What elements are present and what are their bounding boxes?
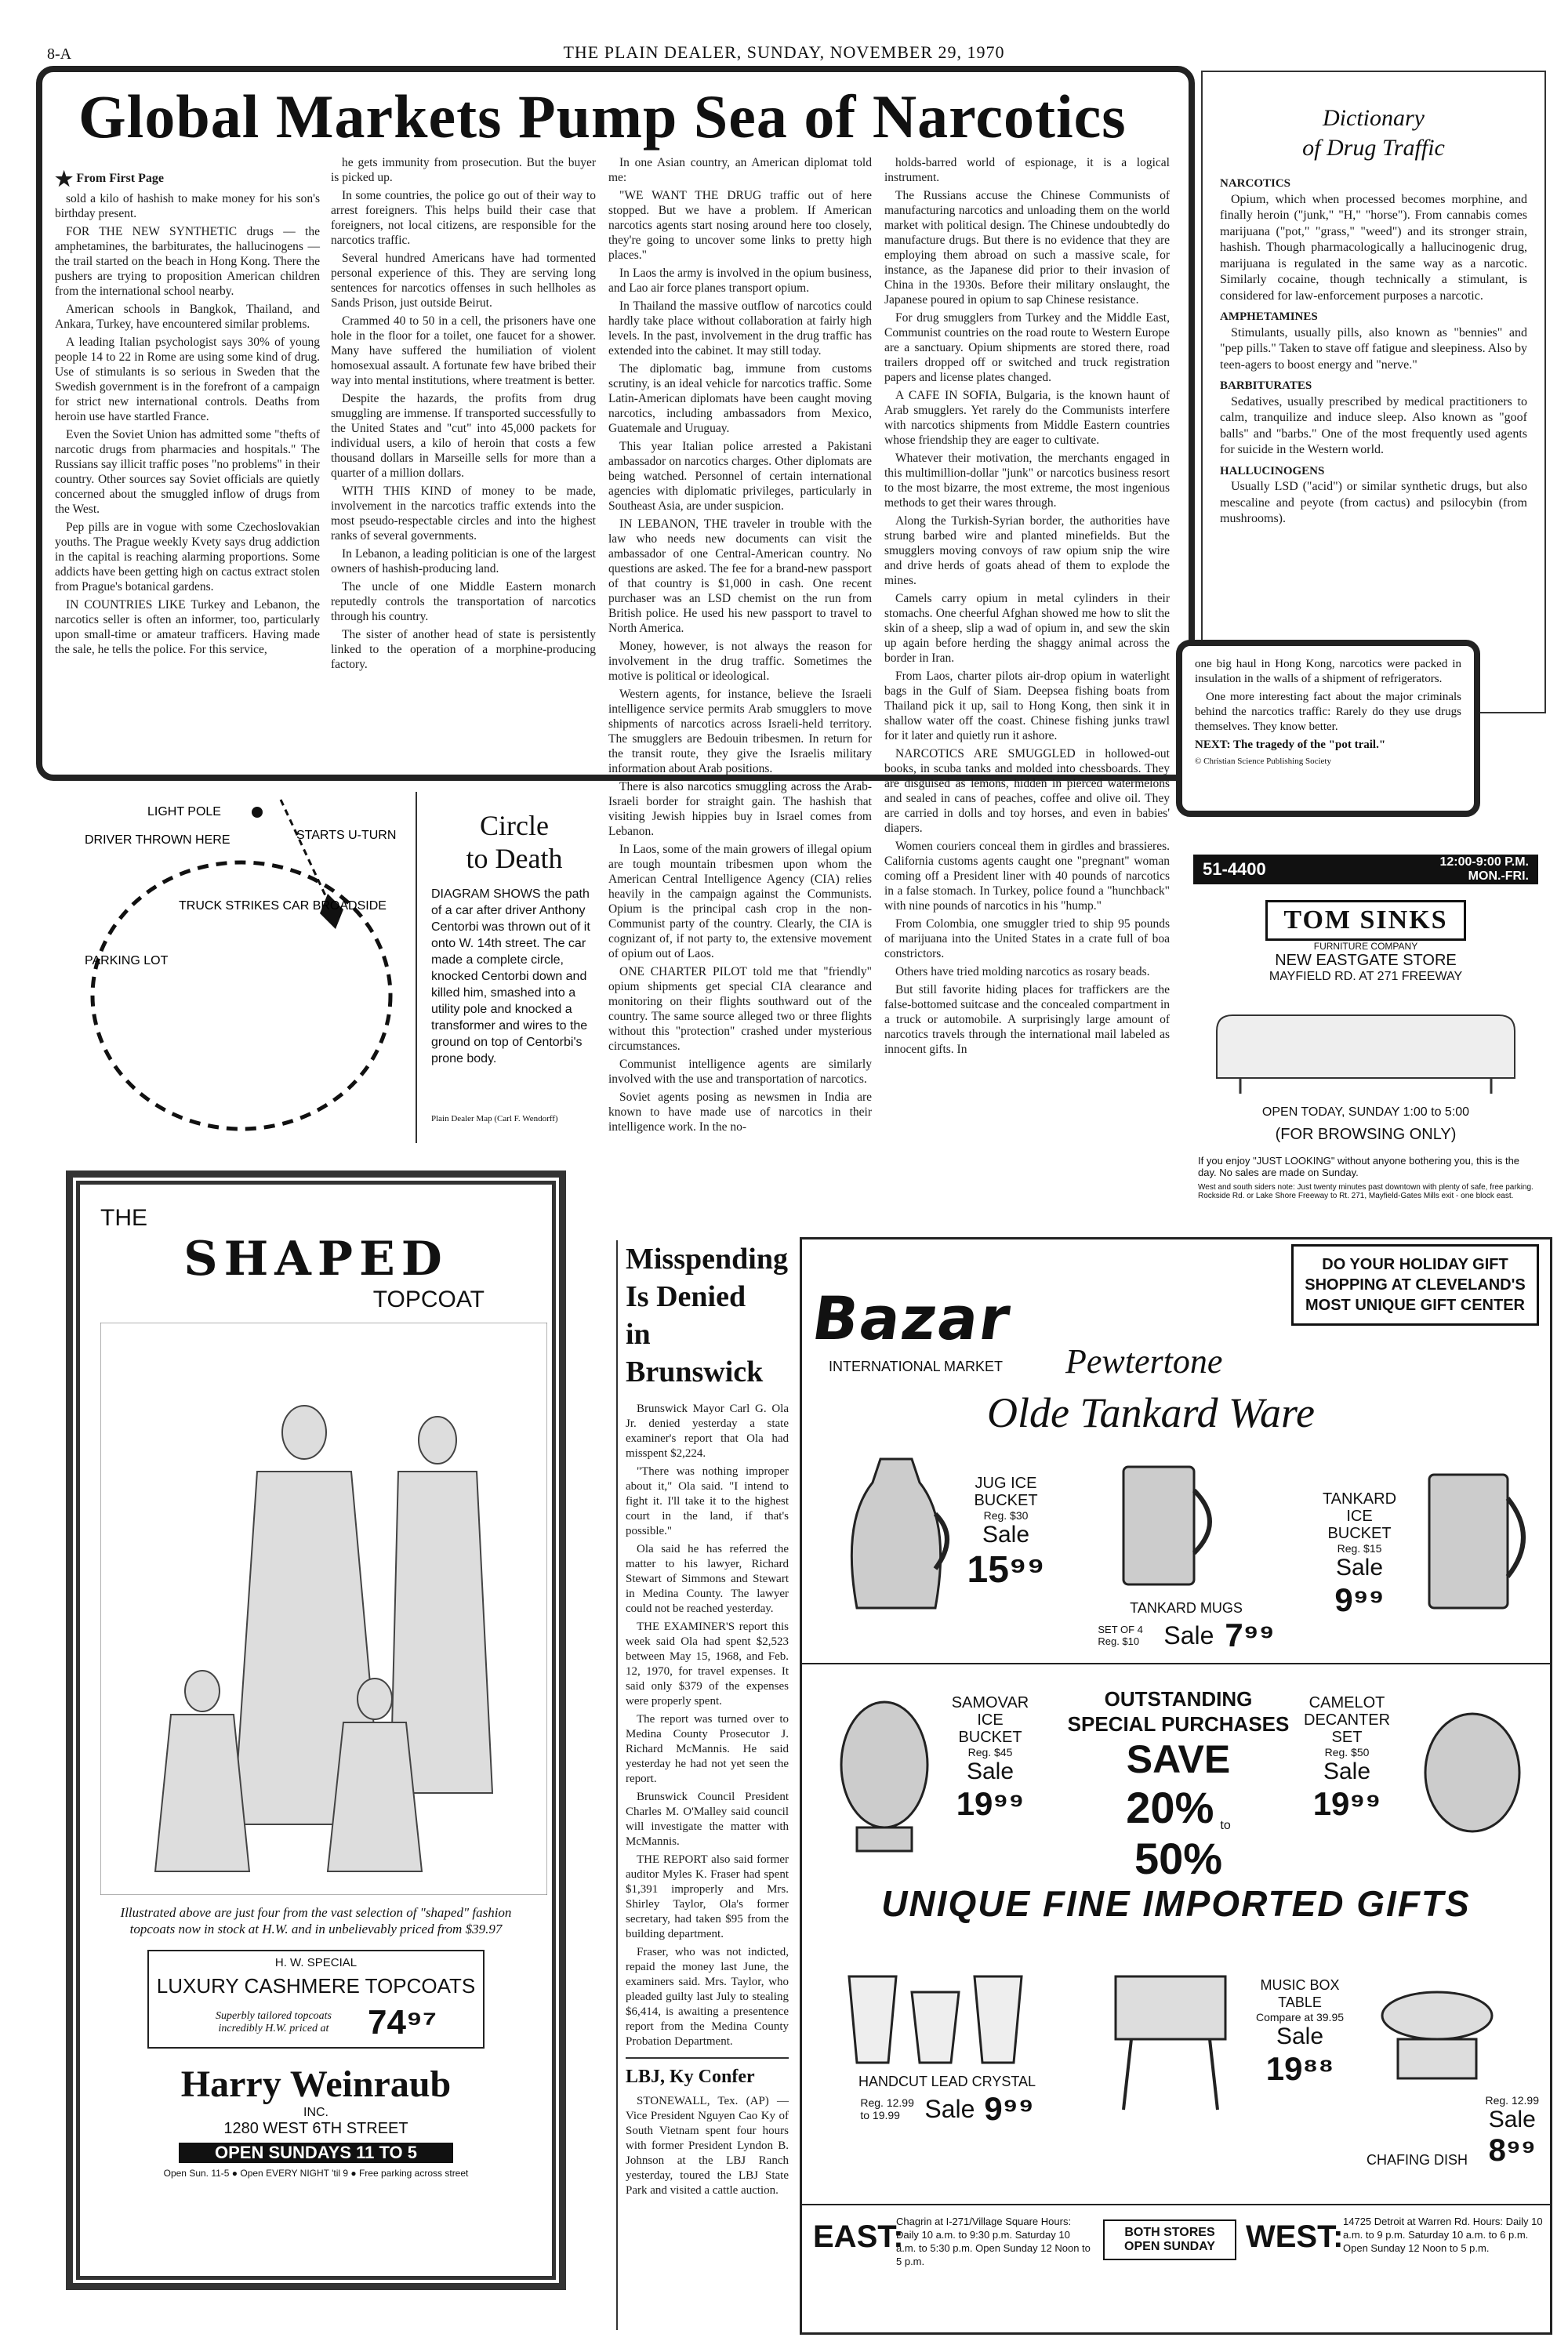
paragraph: The report was turned over to Medina County Prosecutor J. Richard McMannis. He said yesterday he had not yet seen the report. bbox=[626, 1713, 789, 1785]
paragraph: In Lebanon, a leading politician is one of the largest owners of hashish-producing land. bbox=[331, 547, 596, 575]
headline: Global Markets Pump Sea of Narcotics bbox=[78, 82, 1127, 151]
paragraph: he gets immunity from prosecution. But the buyer is picked up. bbox=[331, 156, 596, 184]
paragraph: Even the Soviet Union has admitted some "thefts of narcotic drugs from pharmacies and hospitals." The Russians say illicit traffic poses "no problems" in their country. Other sources say Soviet officials are quietly concerned about the smuggled inflow of drugs from the West. bbox=[55, 427, 320, 516]
caption-title-2: to Death bbox=[466, 843, 563, 874]
item-name: TANKARD ICE BUCKET bbox=[1322, 1490, 1397, 1542]
pewtertone-title: Pewtertone bbox=[1065, 1342, 1223, 1381]
article-column-3 bbox=[608, 155, 872, 1138]
decanter-item bbox=[1304, 1694, 1390, 1823]
accident-diagram bbox=[69, 792, 414, 1143]
item-reg: Reg. $50 bbox=[1324, 1746, 1370, 1758]
dictionary-body bbox=[1220, 176, 1527, 528]
store-inc: INC. bbox=[303, 2106, 328, 2119]
outstanding-block bbox=[1061, 1686, 1296, 1884]
item-name: SAMOVAR ICE BUCKET bbox=[951, 1694, 1029, 1746]
from-first-page bbox=[55, 167, 320, 191]
diagram-label: LIGHT POLE bbox=[147, 805, 221, 818]
figure-head bbox=[282, 1406, 326, 1459]
paragraph: The sister of another head of state is persistently linked to the operation of a morphine-producing factory. bbox=[331, 628, 596, 671]
paragraph: "WE WANT THE DRUG traffic out of here stopped. But we have a problem. If American narcotics agents start nosing around here too closely, they're going to uncover some links to pretty high places." bbox=[608, 189, 872, 262]
paragraph: Women couriers conceal them in girdles and brassieres. California customs agents caught one "pregnant" woman coming off a President liner with 40 pounds of narcotics in a false stomach. In Turkey, police found a "hunchback" with nine pounds of narcotics in his "hump." bbox=[884, 840, 1170, 913]
paragraph: The uncle of one Middle Eastern monarch reputedly controls the transportation of narcotics through his country. bbox=[331, 580, 596, 623]
dictionary-title-2: of Drug Traffic bbox=[1302, 135, 1445, 161]
item-price: 15⁹⁹ bbox=[967, 1549, 1045, 1591]
misspending-title-1: Misspending bbox=[626, 1243, 788, 1276]
paragraph: In Laos the army is involved in the opium business, and Lao air force planes transport opium. bbox=[608, 267, 872, 295]
paragraph: In Thailand the massive outflow of narcotics could hardly take place without collaboration at fairly high levels. In the past, involvement in the drug traffic has extended into the cabinet. It may still today. bbox=[608, 299, 872, 358]
tom-sinks-company: FURNITURE COMPANY bbox=[1313, 941, 1418, 952]
paragraph: Several hundred Americans have had tormented personal experience of this. They are serving long sentences for narcotics offenses in such hellholes as Sands Prison, just outside Beirut. bbox=[331, 252, 596, 310]
paragraph: American schools in Bangkok, Thailand, and Ankara, Turkey, have encountered similar problems. bbox=[55, 302, 320, 331]
item-name: TANKARD MUGS bbox=[1130, 1600, 1243, 1616]
both-stores-open: BOTH STORES OPEN SUNDAY bbox=[1103, 2219, 1236, 2260]
paragraph: IN LEBANON, THE traveler in trouble with the law who needs new documents can visit the ambassador of one Central-American country. No questions are asked. The fee for a brand-new passport of that country is $1,000 in cash. One recent purchaser was an LSD chemist on the run from British police. He used his new passport to travel to North America. bbox=[608, 517, 872, 635]
tom-sinks-note: If you enjoy "JUST LOOKING" without anyone bothering you, this is the day. No sales are made on Sunday. bbox=[1198, 1155, 1520, 1178]
ad-caption: Illustrated above are just four from the vast selection of "shaped" fashion topcoats now in stock at H.W. and in unbelievably priced from $39.97 bbox=[120, 1905, 512, 1936]
paragraph: WITH THIS KIND of money to be made, involvement in the narcotics traffic extends into the most pseudo-respectable circles and into the highest ranks of several governments. bbox=[331, 485, 596, 543]
special-title: LUXURY CASHMERE TOPCOATS bbox=[156, 1974, 476, 1998]
special-box bbox=[147, 1950, 485, 2049]
paragraph: ONE CHARTER PILOT told me that "friendly" opium shipments get special CIA clearance and monitoring on their flights southward out of the country. The same source alleged two or three flights without this "protection" crashed under mysterious circumstances. bbox=[608, 965, 872, 1053]
item-sale: Sale bbox=[924, 2094, 975, 2123]
paragraph: IN COUNTRIES LIKE Turkey and Lebanon, the narcotics seller is often an informer, too, particularly upon small-time or amateur trafficers. Having made the sale, he tells the police. For this service, bbox=[55, 597, 320, 656]
bazar-brand: Bazar bbox=[808, 1283, 1016, 1353]
paragraph: In one Asian country, an American diplomat told me: bbox=[608, 156, 872, 184]
masthead: THE PLAIN DEALER, SUNDAY, NOVEMBER 29, 1970 bbox=[563, 42, 1005, 62]
open-today: OPEN TODAY, SUNDAY 1:00 to 5:00 bbox=[1261, 1105, 1470, 1119]
paragraph: Pep pills are in vogue with some Czechoslovakian youths. The Prague weekly Kvety says drug addiction in the capital is reaching alarming proportions. Some addicts have been getting high on cactus extract stolen from Prague's botanical gardens. bbox=[55, 520, 320, 593]
percent-high: 50% bbox=[1134, 1834, 1223, 1883]
paragraph: The diplomatic bag, immune from customs scrutiny, is an ideal vehicle for narcotics traffic. Some Latin-American diplomats have been caught moving narcotics, including ambassadors from Mexico, Guatemale and Uruguay. bbox=[608, 362, 872, 435]
item-reg: SET OF 4 Reg. $10 bbox=[1098, 1624, 1143, 1647]
item-reg: Compare at 39.95 bbox=[1255, 2011, 1345, 2023]
open-sundays: OPEN SUNDAYS 11 TO 5 bbox=[179, 2143, 453, 2163]
west-label: WEST: bbox=[1246, 2219, 1344, 2254]
diagram-label: PARKING LOT bbox=[85, 954, 169, 967]
paragraph: Others have tried molding narcotics as rosary beads. bbox=[895, 965, 1150, 978]
paragraph: The Russians accuse the Chinese Communists of manufacturing narcotics and unloading them on the world market with political design. The Chinese undoubtedly do manufacture drugs. But there is no evidence that they are employing them abroad on such a massive scale, for instance, as the Japanese did prior to their invasion of China in the 1930s. Before their military onslaught, the Japanese poured in opium to sap Chinese resistance. bbox=[884, 189, 1170, 307]
olde-tankard-title: Olde Tankard Ware bbox=[987, 1389, 1316, 1436]
item-sale: Sale bbox=[1323, 1758, 1371, 1784]
paragraph: THE REPORT also said former auditor Myles K. Fraser had spent $1,391 improperly and Mrs. Shirley Taylor, Ola's former secretary, had taken $95 from the building department. bbox=[626, 1853, 789, 1940]
paragraph: sold a kilo of hashish to make money for his son's birthday present. bbox=[55, 191, 320, 220]
page-number: 8-A bbox=[47, 45, 72, 63]
west-text: 14725 Detroit at Warren Rd. Hours: Daily 10 a.m. to 9 p.m. Saturday 10 a.m. to 6 p.m. Open Sunday 12 Noon to 5 p.m. bbox=[1343, 2216, 1543, 2254]
east-label: EAST: bbox=[813, 2219, 904, 2254]
item-reg: Reg. $15 bbox=[1337, 1542, 1382, 1555]
crystal-item bbox=[818, 2074, 1076, 2128]
misspending-title-2: Is Denied bbox=[626, 1280, 746, 1313]
item-name: HANDCUT LEAD CRYSTAL bbox=[858, 2074, 1036, 2089]
item-price: 7⁹⁹ bbox=[1225, 1617, 1275, 1653]
diagram-svg bbox=[69, 792, 414, 1143]
shaped-topcoat-ad bbox=[69, 1174, 563, 2287]
paragraph: NARCOTICS ARE SMUGGLED in hollowed-out books, in scuba tanks and molded into chessboards. They are disguised as lemons, hidden in pierced watermelons and sealed in cans of peaches, coffee and olive oil. They are carried in dolls and toy horses, and even in babies' diapers. bbox=[884, 747, 1170, 835]
music-box-item bbox=[1249, 1976, 1351, 2088]
item-price: 9⁹⁹ bbox=[984, 2090, 1034, 2127]
browsing-only: (FOR BROWSING ONLY) bbox=[1275, 1126, 1457, 1143]
paragraph: There is also narcotics smuggling across the Arab-Israeli border for straight gain. The hashish that visiting Jewish hippies buy in Israel comes from Lebanon. bbox=[608, 780, 872, 838]
dict-section-name: NARCOTICS bbox=[1220, 177, 1291, 190]
item-name: CHAFING DISH bbox=[1367, 2152, 1468, 2168]
paragraph: holds-barred world of espionage, it is a logical instrument. bbox=[884, 156, 1170, 184]
tom-sinks-ad bbox=[1193, 855, 1538, 1262]
paragraph: For drug smugglers from Turkey and the Middle East, Communist countries on the road route to Western Europe are a sanctuary. Opium shipments are stored there, road trailers dropped off or switched and truck registration papers and license plates changed. bbox=[884, 311, 1170, 384]
tom-sinks-store: NEW EASTGATE STORE bbox=[1275, 952, 1457, 969]
diagram-label: STARTS U-TURN bbox=[296, 829, 397, 842]
item-name: CAMELOT DECANTER SET bbox=[1304, 1694, 1391, 1746]
item-reg: Reg. 12.99 bbox=[1485, 2094, 1539, 2107]
tankard-bucket-illustration bbox=[1406, 1451, 1539, 1624]
item-price: 8⁹⁹ bbox=[1488, 2133, 1536, 2168]
dict-section-name: AMPHETAMINES bbox=[1220, 310, 1318, 323]
caption-text: DIAGRAM SHOWS the path of a car after driver Anthony Centorbi was thrown out of it onto W. 14th street. The car made a complete circle, knocked Centorbi down and killed him, smashed into a utility pole and knocked a transformer and wires to the ground on top of Centorbi's prone body. bbox=[431, 887, 590, 1065]
paragraph: One more interesting fact about the major criminals behind the narcotics traffic: Rarely do they use drugs themselves. They know better. bbox=[1195, 691, 1461, 733]
music-box-illustration bbox=[1100, 1961, 1241, 2118]
item-reg: Reg. $30 bbox=[983, 1509, 1029, 1522]
sofa-illustration bbox=[1193, 984, 1538, 1102]
paragraph: From Colombia, one smuggler tried to ship 95 pounds of marijuana into the United States in a crate full of boa constrictors. bbox=[884, 917, 1170, 960]
item-name: JUG ICE BUCKET bbox=[974, 1475, 1038, 1509]
paragraph: Soviet agents posing as newsmen in India are known to have made use of narcotics in their intelligence work. In the no- bbox=[608, 1091, 872, 1134]
item-price: 19⁹⁹ bbox=[956, 1785, 1025, 1822]
dict-section-text: Opium, which when processed becomes morphine, and finally heroin ("junk," "H," "horse"). From cannabis comes marijuana ("pot," "grass," "weed") and its stronger strain, hashish. Though pharmacologically a hallucinogenic drug, marijuana is regulated in the same way as a narcotic. Similarly cocaine, though technically a stimulant, is considered for law-enforcement purposes a narcotic. bbox=[1220, 192, 1527, 303]
phone-partial: 51-4400 bbox=[1203, 859, 1266, 879]
special-price: 74⁹⁷ bbox=[368, 2003, 437, 2042]
store-address: 1280 WEST 6TH STREET bbox=[223, 2120, 408, 2137]
chafing-item bbox=[1367, 2094, 1539, 2169]
topcoat-illustration bbox=[100, 1323, 547, 1895]
crystal-illustration bbox=[833, 1945, 1037, 2071]
item-price: 19⁹⁹ bbox=[1312, 1785, 1381, 1822]
paragraph: Despite the hazards, the profits from drug smuggling are immense. If transported successfully to the United States and "cut" into 45,000 packets for individual users, a kilo of heroin that costs a few thousand dollars in Marseille sells for more than a quarter of a million dollars. bbox=[331, 392, 596, 480]
lbj-title: LBJ, Ky Confer bbox=[626, 2057, 789, 2088]
holiday-gift-box: DO YOUR HOLIDAY GIFT SHOPPING AT CLEVELAND'S MOST UNIQUE GIFT CENTER bbox=[1291, 1244, 1539, 1326]
light-pole-marker bbox=[252, 807, 263, 818]
article-column-1 bbox=[55, 167, 320, 660]
unique-gifts-title: UNIQUE FINE IMPORTED GIFTS bbox=[881, 1883, 1471, 1924]
item-sale: Sale bbox=[982, 1522, 1030, 1548]
mug-illustration bbox=[1108, 1451, 1225, 1592]
tom-sinks-top-bar bbox=[1193, 855, 1538, 884]
item-price: 9⁹⁹ bbox=[1334, 1581, 1385, 1618]
from-first-page-label: From First Page bbox=[76, 172, 164, 185]
dictionary-sidebar bbox=[1201, 71, 1546, 713]
paragraph: But still favorite hiding places for traffickers are the false-bottomed suitcase and the concealed compartment in a truck or automobile. A surprisingly large amount of narcotics travels through the international mail labeled as innocent gifts. In bbox=[884, 983, 1170, 1056]
dict-section-text: Sedatives, usually prescribed by medical practitioners to calm, tranquilize and induce sleep. Also known as "goof balls" and "barbs." One of the most frequently used agents for suicide in the Western world. bbox=[1220, 394, 1527, 456]
circle-to-death-caption bbox=[416, 792, 612, 1143]
percent-to: to bbox=[1220, 1819, 1231, 1832]
tom-sinks-address: MAYFIELD RD. AT 271 FREEWAY bbox=[1269, 970, 1463, 983]
paragraph: Western agents, for instance, believe the Israeli intelligence service permits Arab smugglers to move shipments of narcotics across Israeli-held territory. The smugglers are Bedouin tribesmen. In return for the transit route, they give the Israelis military information about Arab positions. bbox=[608, 688, 872, 775]
paragraph: one big haul in Hong Kong, narcotics were packed in insulation in the walls of a shipment of refrigerators. bbox=[1195, 658, 1461, 685]
east-text: Chagrin at I-271/Village Square Hours: Daily 10 a.m. to 9:30 p.m. Saturday 10 a.m. to 5:30 p.m. Open Sunday 12 Noon to 5 p.m. bbox=[896, 2216, 1091, 2267]
item-name: MUSIC BOX TABLE bbox=[1260, 1977, 1340, 2010]
store-name: Harry Weinraub bbox=[180, 2063, 452, 2105]
paragraph: Brunswick Mayor Carl G. Ola Jr. denied yesterday a state examiner's report that Ola had misspent $2,224. bbox=[626, 1403, 789, 1460]
save-label: SAVE bbox=[1126, 1737, 1231, 1781]
paragraph: FOR THE NEW SYNTHETIC drugs — the amphetamines, the barbiturates, the hallucinogens — the trail started on the beach in Hong Kong. There the pushers are trying to proposition American children from the international school nearby. bbox=[55, 224, 320, 298]
misspending-article bbox=[616, 1240, 797, 2330]
paragraph: Crammed 40 to 50 in a cell, the prisoners have one hole in the floor for a toilet, one faucet for a shower. Many have suffered the humiliation of violent homosexual assault. A fortunate few have bribed their way into mental institutions, where treatment is better. bbox=[331, 314, 596, 387]
outstanding-title: OUTSTANDING SPECIAL PURCHASES bbox=[1067, 1687, 1290, 1736]
dict-section-text: Stimulants, usually pills, also known as "bennies" and "pep pills." Taken to stave off fatigue and sleepiness. Also by teen-agers to boost energy and "nerve." bbox=[1220, 325, 1527, 372]
tankard-bucket-item bbox=[1316, 1490, 1403, 1619]
star-icon: ★ bbox=[55, 167, 74, 191]
item-sale: Sale bbox=[966, 1758, 1014, 1784]
paragraph: A leading Italian psychologist says 30% of young people 14 to 22 in Rome are using some kind of drug. Use of stimulants is so serious in Sweden that the Swedish government is in the forefront of a campaign for strict new international controls. Deaths from heroin use have startled France. bbox=[55, 335, 320, 423]
percent-low: 20% bbox=[1126, 1783, 1214, 1832]
article-column-4 bbox=[884, 155, 1170, 1060]
samovar-illustration bbox=[826, 1679, 943, 1859]
paragraph: "There was nothing improper about it," Ola said. "I intend to fight it. I'll take it to the highest court in the land, if that's possible." bbox=[626, 1465, 789, 1537]
item-price: 19⁸⁸ bbox=[1265, 2050, 1334, 2087]
dict-section-name: HALLUCINOGENS bbox=[1220, 464, 1325, 477]
copyright: © Christian Science Publishing Society bbox=[1195, 757, 1331, 766]
paragraph: This year Italian police arrested a Pakistani ambassador on narcotics charges. Other diplomats are being watched. Personnel of certain international agencies with diplomatic privileges, particularly in Southeast Asia, are under suspicion. bbox=[608, 440, 872, 513]
item-sale: Sale bbox=[1163, 1621, 1214, 1650]
paragraph: Camels carry opium in metal cylinders in their stomachs. One cheerful Afghan showed me how to slit the skin of a sheep, slip a wad of opium in, and sew the skin up again before herding the shaggy animal across the border in Iran. bbox=[884, 592, 1170, 665]
ad-shaped: SHAPED bbox=[183, 1232, 448, 1287]
ad-topcoat: TOPCOAT bbox=[372, 1287, 485, 1312]
bazar-ad bbox=[800, 1237, 1552, 2335]
paragraph: Fraser, who was not indicted, repaid the money last June, the examiners said. Mrs. Taylor, who pleaded guilty last July to stealing $6,414, is awaiting a presentence report from the Medina County Probation Department. bbox=[626, 1946, 789, 2048]
jug-illustration bbox=[833, 1451, 959, 1631]
tom-sinks-name: TOM SINKS bbox=[1265, 900, 1465, 941]
special-sub: Superbly tailored topcoats incredibly H.W. priced at bbox=[215, 2010, 332, 2034]
item-sale: Sale bbox=[1335, 1555, 1384, 1581]
paragraph: In Laos, some of the main growers of illegal opium are tough mountain tribesmen upon whom the American Central Intelligence Agency (CIA) relies heavily in the campaign against the Communists. Opium is the principal cash crop in the non-Communist party of the country. Clearly, the CIA is cognizant of, if not party to, the extensive movement of opium out of Laos. bbox=[608, 843, 872, 960]
paragraph: Ola said he has referred the matter to his lawyer, Richard Stewart of Simmons and Stewart in Medina County. The lawyer could not be reached yesterday. bbox=[626, 1543, 789, 1615]
bazar-tagline: INTERNATIONAL MARKET bbox=[829, 1359, 1004, 1374]
tom-sinks-directions: West and south siders note: Just twenty minutes past downtown with plenty of safe, free parking. Rockside Rd. or Lake Shore Freeway to Rt. 271, Mayfield-Gates Mills exit - one block east. bbox=[1198, 1183, 1534, 1200]
ad-the: THE bbox=[100, 1205, 147, 1231]
paragraph: Along the Turkish-Syrian border, the authorities have strung barbed wire and planted minefields. But the smugglers moving convoys of raw opium snip the wire and drive herds of goats ahead of them to explode the mines. bbox=[884, 514, 1170, 587]
item-sale: Sale bbox=[1276, 2023, 1324, 2049]
paragraph: From Laos, charter pilots air-drop opium in waterlight bags in the Gulf of Siam. Deepsea fishing boats from Thailand pick it up, sail to Hong Kong, then sink it in shallow water off the coast. Chinese fishing junks trawl for it later and quietly run it ashore. bbox=[884, 670, 1170, 742]
hours-partial: 12:00-9:00 P.M. MON.-FRI. bbox=[1439, 855, 1529, 883]
paragraph: STONEWALL, Tex. (AP) — Vice President Nguyen Cao Ky of South Vietnam spent four hours with former President Lyndon B. Johnson at the LBJ Ranch yesterday, toured the LBJ State Park and visited a cattle auction. bbox=[626, 2095, 789, 2197]
paragraph: Brunswick Council President Charles M. O'Malley said council will investigate the matter with McMannis. bbox=[626, 1791, 789, 1848]
samovar-item bbox=[943, 1694, 1037, 1823]
store-footer: Open Sun. 11-5 ● Open EVERY NIGHT 'til 9 ● Free parking across street bbox=[163, 2168, 469, 2179]
article-column-2 bbox=[331, 155, 596, 675]
chafing-dish-illustration bbox=[1367, 1961, 1508, 2094]
paragraph: Communist intelligence agents are similarly involved with the use and transportation of narcotics. bbox=[608, 1058, 872, 1086]
paragraph: In some countries, the police go out of their way to arrest foreigners. This helps build their case that foreigners, not local citizens, are responsible for the narcotics traffic. bbox=[331, 189, 596, 247]
paragraph: Money, however, is not always the reason for involvement in the drug traffic. Sometimes the motive is political or ideological. bbox=[608, 640, 872, 683]
dict-section-name: BARBITURATES bbox=[1220, 379, 1312, 392]
dictionary-title-1: Dictionary bbox=[1323, 105, 1425, 131]
diagram-label: TRUCK STRIKES CAR BROADSIDE bbox=[179, 899, 387, 913]
decanter-illustration bbox=[1406, 1686, 1539, 1843]
item-sale: Sale bbox=[1488, 2107, 1536, 2132]
item-reg: Reg. 12.99 to 19.99 bbox=[860, 2096, 914, 2121]
misspending-title-3: in Brunswick bbox=[626, 1318, 764, 1388]
diagram-label: DRIVER THROWN HERE bbox=[85, 833, 230, 847]
paragraph: THE EXAMINER'S report this week said Ola had spent $2,523 between May 15, 1968, and Feb. 12, 1970, for travel expenses. It said only $379 of the expenses were properly spent. bbox=[626, 1621, 789, 1708]
next-teaser: NEXT: The tragedy of the "pot trail." bbox=[1195, 739, 1386, 751]
item-reg: Reg. $45 bbox=[967, 1746, 1013, 1758]
map-credit: Plain Dealer Map (Carl F. Wendorff) bbox=[431, 1114, 558, 1123]
jug-item bbox=[959, 1475, 1053, 1592]
mug-item bbox=[1069, 1600, 1304, 1654]
paragraph: Whatever their motivation, the merchants engaged in this multimillion-dollar "junk" or narcotics business resort to the most bizarre, the most extreme, the most ingenious methods to get their wares through. bbox=[884, 452, 1170, 510]
caption-title-1: Circle bbox=[480, 810, 549, 841]
article-continuation-box bbox=[1176, 640, 1480, 817]
paragraph: A CAFE IN SOFIA, Bulgaria, is the known haunt of Arab smugglers. Yet rarely do the Communists interfere with narcotics shipments from Middle Eastern countries whose friendship they are eager to cultivate. bbox=[884, 389, 1170, 447]
dict-section-text: Usually LSD ("acid") or similar synthetic drugs, but also mescaline and peyote (from cactus) and psilocybin (from mushrooms). bbox=[1220, 480, 1527, 525]
special-tag: H. W. SPECIAL bbox=[274, 1956, 358, 1969]
